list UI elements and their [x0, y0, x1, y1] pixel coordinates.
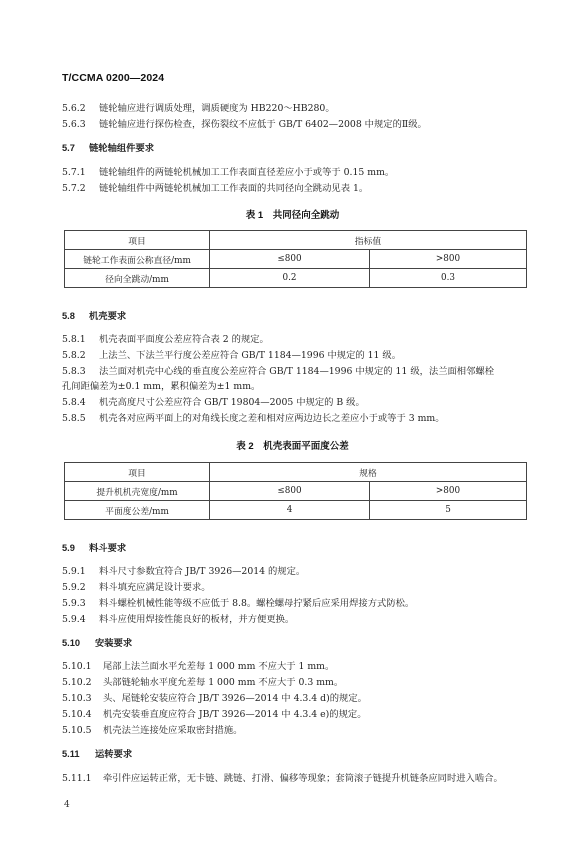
section-title: 运转要求 [94, 749, 133, 759]
clause-number: 5.6.3 [62, 119, 86, 130]
clause-5-10-5 [62, 724, 242, 737]
cell: 0.2 [210, 269, 370, 288]
table-1-caption: 表 1 共同径向全跳动 [245, 210, 340, 221]
section-number: 5.7 [62, 143, 75, 153]
clause-number: 5.9.2 [62, 582, 86, 593]
header-value: 指标值 [210, 231, 527, 250]
table-2-caption: 表 2 机壳表面平面度公差 [236, 441, 349, 452]
row-label: 径向全跳动/mm [65, 269, 210, 288]
header-item: 项目 [65, 463, 210, 482]
clause-5-10-4 [62, 708, 367, 721]
document-code-header: T/CCMA 0200—2024 [62, 72, 165, 84]
clause-text: 料斗填充应满足设计要求。 [98, 582, 211, 593]
table-header-row [65, 231, 527, 250]
cell: >800 [370, 482, 527, 501]
clause-5-6-3 [62, 118, 427, 131]
clause-text: 料斗应使用焊接性能良好的板材，并方便更换。 [98, 614, 295, 625]
clause-5-11-1 [62, 772, 503, 785]
clause-5-8-4 [62, 396, 365, 409]
row-label: 链轮工作表面公称直径/mm [65, 250, 210, 269]
section-5-11-heading [62, 748, 132, 761]
clause-number: 5.10.1 [62, 661, 92, 672]
cell: ≤800 [210, 250, 370, 269]
clause-text: 料斗螺栓机械性能等级不应低于 8.8。螺栓螺母拧紧后应采用焊接方式防松。 [98, 598, 415, 609]
clause-text: 链轮轴应进行调质处理，调质硬度为 HB220～HB280。 [98, 103, 335, 114]
table-row [65, 269, 527, 288]
clause-text: 头部链轮轴水平度允差每 1 000 mm 不应大于 0.3 mm。 [102, 677, 344, 688]
clause-number: 5.7.2 [62, 183, 86, 194]
section-5-10-heading [62, 637, 132, 650]
clause-text: 机壳安装垂直度应符合 JB/T 3926—2014 中 4.3.4 e)的规定。 [102, 709, 367, 720]
section-number: 5.8 [62, 311, 75, 321]
table-row [65, 250, 527, 269]
clause-text: 机壳法兰连接处应采取密封措施。 [102, 725, 243, 736]
clause-text: 机壳高度尺寸公差应符合 GB/T 19804—2005 中规定的 B 级。 [98, 397, 365, 408]
clause-number: 5.9.3 [62, 598, 86, 609]
clause-5-7-2 [62, 182, 368, 195]
section-5-7-heading [62, 142, 154, 155]
clause-number: 5.8.3 [62, 366, 86, 377]
header-value: 规格 [210, 463, 527, 482]
clause-5-10-1 [62, 660, 334, 673]
clause-5-8-2 [62, 349, 401, 362]
clause-5-9-1 [62, 565, 305, 578]
table-row [65, 501, 527, 520]
section-number: 5.9 [62, 543, 75, 553]
table-row [65, 482, 527, 501]
clause-5-9-4 [62, 613, 294, 626]
clause-text: 链轮轴组件的两链轮机械加工工作表面直径差应小于或等于 0.15 mm。 [98, 167, 395, 178]
cell: ≤800 [210, 482, 370, 501]
clause-text: 机壳表面平面度公差应符合表 2 的规定。 [98, 334, 269, 345]
clause-number: 5.10.3 [62, 693, 92, 704]
clause-text: 上法兰、下法兰平行度公差应符合 GB/T 1184—1996 中规定的 11 级。 [98, 350, 402, 361]
clause-number: 5.9.1 [62, 566, 86, 577]
section-title: 料斗要求 [88, 543, 127, 553]
clause-number: 5.6.2 [62, 103, 86, 114]
clause-5-9-3 [62, 597, 414, 610]
section-5-9-heading [62, 542, 126, 555]
clause-5-7-1 [62, 166, 394, 179]
table-header-row [65, 463, 527, 482]
row-label: 提升机机壳宽度/mm [65, 482, 210, 501]
section-5-8-heading [62, 310, 126, 323]
clause-number: 5.10.5 [62, 725, 92, 736]
clause-5-8-3 [62, 365, 494, 378]
clause-number: 5.10.4 [62, 709, 92, 720]
table-2 [64, 462, 527, 520]
cell: 5 [370, 501, 527, 520]
section-number: 5.11 [62, 749, 80, 759]
clause-text: 法兰面对机壳中心线的垂直度公差应符合 GB/T 1184—1996 中规定的 11 级，法兰面相邻螺栓 [98, 366, 494, 377]
section-title: 链轮轴组件要求 [88, 143, 155, 153]
clause-5-10-2 [62, 676, 343, 689]
cell: >800 [370, 250, 527, 269]
section-title: 安装要求 [94, 638, 133, 648]
clause-number: 5.8.4 [62, 397, 86, 408]
clause-number: 5.11.1 [62, 773, 92, 784]
section-number: 5.10 [62, 638, 81, 648]
clause-5-6-2 [62, 102, 335, 115]
clause-text: 牵引件应运转正常，无卡链、跳链、打滑、偏移等现象；套筒滚子链提升机链条应同时进入啮合。 [102, 773, 503, 784]
clause-5-8-5 [62, 412, 445, 425]
clause-5-10-3 [62, 692, 367, 705]
page-number: 4 [64, 800, 70, 810]
clause-number: 5.10.2 [62, 677, 92, 688]
table-1 [64, 230, 527, 288]
cell: 0.3 [370, 269, 527, 288]
clause-text: 链轮轴应进行探伤检查，探伤裂纹不应低于 GB/T 6402—2008 中规定的Ⅱ级。 [98, 119, 427, 130]
clause-number: 5.7.1 [62, 167, 86, 178]
clause-number: 5.8.2 [62, 350, 86, 361]
header-item: 项目 [65, 231, 210, 250]
clause-text: 机壳各对应两平面上的对角线长度之差和相对应两边边长之差应小于或等于 3 mm。 [98, 413, 445, 424]
clause-text: 链轮轴组件中两链轮机械加工工作表面的共同径向全跳动见表 1。 [98, 183, 369, 194]
clause-text: 头、尾链轮安装应符合 JB/T 3926—2014 中 4.3.4 d)的规定。 [102, 693, 367, 704]
clause-5-9-2 [62, 581, 211, 594]
cell: 4 [210, 501, 370, 520]
section-title: 机壳要求 [88, 311, 127, 321]
clause-number: 5.8.5 [62, 413, 86, 424]
clause-text: 料斗尺寸参数宜符合 JB/T 3926—2014 的规定。 [98, 566, 306, 577]
clause-5-8-3-continued [62, 380, 260, 393]
row-label: 平面度公差/mm [65, 501, 210, 520]
clause-text: 尾部上法兰面水平允差每 1 000 mm 不应大于 1 mm。 [102, 661, 335, 672]
clause-number: 5.8.1 [62, 334, 86, 345]
clause-5-8-1 [62, 333, 269, 346]
clause-number: 5.9.4 [62, 614, 86, 625]
clause-text-continued: 孔间距偏差为±0.1 mm，累积偏差为±1 mm。 [62, 381, 261, 392]
